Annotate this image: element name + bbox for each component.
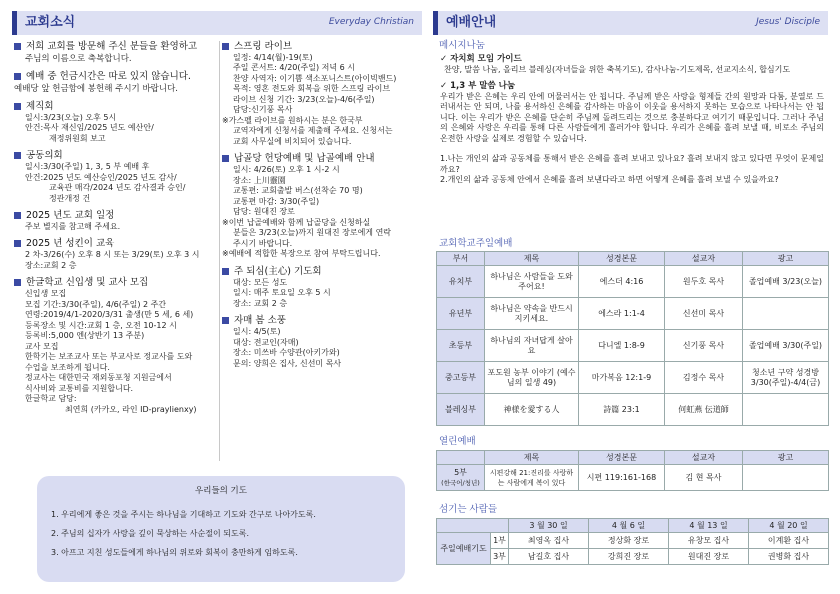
dept-cell: 유치부 — [437, 266, 485, 298]
title-cell: 하나님의 자녀답게 살아요 — [485, 330, 579, 362]
ossuary-item — [222, 153, 420, 259]
message-question-1: 1.나는 개인의 삶과 공동체를 통해서 받은 은혜를 흘려 보내고 있나요? 흘려 보내지 않고 있다면 무엇이 문제일까요? — [440, 154, 824, 174]
assembly-title: 공동의회 — [26, 150, 63, 162]
name-cell: 원대진 장로 — [669, 549, 749, 565]
ossuary-line: 교통편: 교회출발 버스(선착순 70 명) — [233, 186, 363, 196]
name-cell: 유창모 집사 — [669, 533, 749, 549]
notice-cell: 졸업예배 3/30(주일) — [743, 330, 829, 362]
message-item2-text: 우리가 받은 은혜는 우리 안에 머물러서는 안 됩니다. 주님께 받은 사랑을 형제들 간의 원망과 다툼, 분열로 드러내서는 안 되며, 나를 용서하신 은혜를 감사하는 마음이 이웃을 용서하지 못하는 모습으로 나타나서는 안 됩니다. 이는 우리가 받은 은혜를 단순히 주님께 돌려드리는 것으로 충분하다고 여기기 때문입니다. 그러나 주님의 은혜와 사랑은 우리를 통해 다른 사람들에게 흘러가야 합니다. 우리가 은혜를 흘려 보낼 때, 비로소 주님의 온전한 사랑을 실제로 경험할 수 있습니다. — [440, 91, 824, 143]
name-cell: 강희진 장로 — [589, 549, 669, 565]
retreat-line: 장소:교회 2 층 — [25, 260, 77, 270]
church-news-subtitle: Everyday Christian — [328, 17, 414, 28]
korean-school-line: 등록비:5,000 엔(상반기 13 주분) — [25, 331, 145, 341]
table-row — [437, 266, 829, 298]
meeting-title: 제직회 — [26, 100, 54, 112]
calendar-title: 2025 년도 교회 일정 — [26, 210, 115, 221]
message-sharing-label: 메시지나눔 — [439, 40, 485, 51]
welcome-title-2: 주님의 이름으로 축복합니다. — [25, 53, 132, 64]
notice-cell: 졸업예배 3/23(오늘) — [743, 266, 829, 298]
table-header: 성경본문 — [579, 252, 665, 266]
sisters-picnic-line: 장소: 미쓰바 수양관(아키가와) — [233, 348, 340, 357]
news-column-1 — [14, 41, 219, 421]
name-cell: 이계환 집사 — [749, 533, 829, 549]
bullet-square-icon — [14, 103, 21, 110]
message-sharing — [440, 54, 824, 186]
offering-item — [14, 71, 219, 95]
bullet-square-icon — [222, 268, 229, 275]
name-cell: 남길호 집사 — [509, 549, 589, 565]
date-header: 4 월 13 일 — [669, 519, 749, 533]
table-header: 설교자 — [665, 252, 743, 266]
dept-cell: 블레싱부 — [437, 394, 485, 426]
assembly-line: 일시:3/30(주일) 1, 3, 5 부 예배 후 — [25, 162, 150, 171]
text-cell: 다니엘 1:8-9 — [579, 330, 665, 362]
table-header: 설교자 — [665, 451, 743, 465]
retreat-line: 2 차-3/26(수) 오후 8 시 또는 3/29(토) 오후 3 시 — [25, 250, 200, 260]
dept-label: 5부 — [454, 467, 467, 477]
title-cell: 神様を愛する人 — [485, 394, 579, 426]
name-cell: 정상화 장로 — [589, 533, 669, 549]
calendar-line: 주보 별지를 참고해 주세요. — [25, 221, 121, 231]
ossuary-line: 담당: 원대진 장로 — [233, 207, 295, 217]
prayer-meeting-title: 주 되심(主心) 기도회 — [234, 265, 322, 277]
meeting-line: 재정위원회 보고 — [49, 133, 106, 143]
ossuary-line: 교통편 마감: 3/30(주일) — [233, 196, 320, 206]
ossuary-note: ※예배에 적합한 복장으로 참여 부탁드립니다. — [222, 249, 381, 259]
bullet-square-icon — [14, 152, 21, 159]
sisters-picnic-line: 문의: 양희은 집사, 신선미 목사 — [233, 358, 342, 368]
korean-school-line: 연령:2019/4/1-2020/3/31 출생(만 5 세, 6 세) — [25, 310, 194, 320]
table-row — [437, 298, 829, 330]
news-column-2 — [222, 41, 420, 375]
retreat-item — [14, 238, 219, 271]
sisters-picnic-item — [222, 315, 420, 369]
bullet-square-icon — [222, 317, 229, 324]
ossuary-title: 납골당 헌당예배 및 납골예배 안내 — [234, 153, 375, 165]
spring-live-item — [222, 41, 420, 147]
spring-live-line: 주일 콘서트: 4/20(주일) 저녁 6 시 — [233, 63, 355, 73]
sunday-school-label: 교회학교주일예배 — [439, 238, 513, 249]
title-cell: 시편강해 21:진리를 사랑하는 사람에게 복이 있다 — [485, 465, 579, 491]
korean-school-title: 한글학교 신입생 및 교사 모집 — [26, 277, 149, 289]
korean-school-line: 한글학교 담당: — [25, 394, 77, 404]
church-news-title: 교회소식 — [25, 14, 76, 30]
preacher-cell: 김 현 목사 — [665, 465, 743, 491]
prayer-meeting-line: 일시: 매주 토요일 오후 5 시 — [233, 288, 331, 298]
text-cell: 에스라 1:1-4 — [579, 298, 665, 330]
open-worship-label: 열린예배 — [439, 436, 476, 447]
table-header — [437, 451, 485, 465]
check-icon: ✓ — [440, 81, 448, 92]
table-header: 광고 — [743, 252, 829, 266]
preacher-cell: 김정수 목사 — [665, 362, 743, 394]
worship-guide-subtitle: Jesus' Disciple — [756, 17, 820, 28]
text-cell: 시편 119:161-168 — [579, 465, 665, 491]
welcome-title: 저희 교회를 방문해 주신 분들을 환영하고 — [26, 41, 198, 52]
title-cell: 포도원 농부 이야기 (예수님의 일생 49) — [485, 362, 579, 394]
korean-school-line: 정교사는 대한민국 재외동포청 지원금에서 — [25, 373, 172, 383]
prayer-meeting-line: 대상: 모든 성도 — [233, 277, 288, 287]
offering-line: 예배당 앞 헌금함에 봉헌해 주시기 바랍니다. — [14, 83, 179, 94]
spring-live-line: 라이브 신청 기간: 3/23(오늘)-4/6(주일) — [233, 94, 375, 104]
assembly-item — [14, 150, 219, 204]
role-cell: 주일예배기도 — [437, 533, 491, 565]
servers-label: 섬기는 사람들 — [439, 504, 498, 515]
ossuary-line: 장소: 上川靈園 — [233, 175, 286, 185]
our-prayer-line: 3. 아프고 지친 성도들에게 하나님의 위로와 회복이 충만하게 임하도록. — [51, 547, 298, 557]
dept-cell: 중고등부 — [437, 362, 485, 394]
table-header — [437, 519, 509, 533]
title-cell: 하나님은 약속을 반드시 지키세요. — [485, 298, 579, 330]
meeting-line: 일시:3/23(오늘) 오후 5시 — [25, 112, 117, 122]
spring-live-line: 찬양 사역자: 이기쁨 색소포니스트(아이빅밴드) — [233, 73, 397, 83]
sisters-picnic-title: 자매 봄 소풍 — [234, 315, 286, 327]
dept-cell: 초등부 — [437, 330, 485, 362]
date-header: 4 월 6 일 — [589, 519, 669, 533]
preacher-cell: 원두호 목사 — [665, 266, 743, 298]
our-prayer-box — [37, 476, 405, 582]
table-row — [437, 465, 829, 491]
korean-school-line: 교사 모집 — [25, 341, 59, 351]
check-icon: ✓ — [440, 54, 448, 64]
korean-school-line: 신입생 모집 — [25, 289, 67, 299]
table-header: 광고 — [743, 451, 829, 465]
part-cell: 1부 — [491, 533, 509, 549]
preacher-cell: 何虹燕 伝道師 — [665, 394, 743, 426]
assembly-line: 정관개정 건 — [49, 193, 91, 203]
bullet-square-icon — [222, 43, 229, 50]
korean-school-line: 식사비와 교통비를 지원합니다. — [25, 383, 134, 393]
sunday-school-table — [436, 251, 829, 426]
our-prayer-line: 2. 주님의 십자가 사랑을 깊이 묵상하는 사순절이 되도록. — [51, 528, 249, 538]
calendar-item — [14, 210, 219, 232]
spring-live-line: 일정: 4/14(월)-19(토) — [233, 52, 313, 62]
notice-cell — [743, 394, 829, 426]
table-header: 부서 — [437, 252, 485, 266]
message-item1-title: 자치회 모임 가이드 — [450, 54, 522, 64]
korean-school-contact: 최연희 (카카오, 라인 ID-praylienxy) — [65, 404, 197, 414]
notice-cell: 청소년 구약 성경방 3/30(주일)-4/4(금) — [743, 362, 829, 394]
notice-cell — [743, 465, 829, 491]
column-divider — [219, 41, 220, 461]
church-news-header — [12, 11, 422, 35]
part-cell: 3부 — [491, 549, 509, 565]
preacher-cell: 신선미 목사 — [665, 298, 743, 330]
table-row — [437, 394, 829, 426]
prayer-meeting-line: 장소: 교회 2 층 — [233, 298, 288, 308]
bullet-square-icon — [222, 155, 229, 162]
bullet-square-icon — [14, 73, 21, 80]
our-prayer-line: 1. 우리에게 좋은 것을 주시는 하나님을 기대하고 기도와 간구로 나아가도록. — [51, 509, 316, 519]
table-row — [437, 533, 829, 549]
message-question-2: 2.개인의 삶과 공동체 안에서 은혜를 흘려 보낸다라고 하면 어떻게 은혜를 흘려 보낼 수 있을까요? — [440, 175, 779, 185]
korean-school-line: 등록장소 및 시간:교회 1 층, 오전 10-12 시 — [25, 320, 177, 330]
spring-live-line: 담당:신기풍 목사 — [233, 105, 293, 115]
dept-cell — [437, 465, 485, 491]
offering-title: 예배 중 헌금시간은 따로 있지 않습니다. — [26, 70, 191, 82]
bullet-square-icon — [14, 212, 21, 219]
notice-cell — [743, 298, 829, 330]
message-item1-text: 찬양, 말씀 나눔, 올리브 블레싱(자녀들을 위한 축복기도), 감사나눔-기도제목, 선교지소식, 합심기도 — [444, 64, 791, 74]
assembly-line: 교육관 매각/2024 년도 감사결과 승인/ — [49, 183, 186, 192]
text-cell: 마가복음 12:1-9 — [579, 362, 665, 394]
assembly-line: 안건:2025 년도 예산승인/2025 년도 감사/ — [25, 172, 177, 182]
ossuary-note: ※이번 납골예배와 함께 납골당을 신청하실 — [222, 217, 371, 227]
dept-sub-label: (한국어/청년) — [441, 478, 480, 487]
dept-cell: 유년부 — [437, 298, 485, 330]
bullet-square-icon — [14, 43, 21, 50]
date-header: 3 월 30 일 — [509, 519, 589, 533]
spring-live-note: ※가스펠 라이브를 원하시는 분은 한국부 — [222, 115, 363, 125]
name-cell: 권병화 집사 — [749, 549, 829, 565]
meeting-line: 안건:목사 재신임/2025 년도 예산안/ — [25, 123, 154, 133]
table-row — [437, 362, 829, 394]
retreat-title: 2025 년 성킨이 교육 — [26, 238, 115, 250]
name-cell: 최영옥 집사 — [509, 533, 589, 549]
spring-live-line: 목적: 영혼 전도와 회복을 위한 스프링 라이브 — [233, 84, 391, 94]
worship-guide-header — [433, 11, 828, 35]
table-row — [437, 549, 829, 565]
korean-school-line: 모집 기간:3/30(주일), 4/6(주일) 2 주간 — [25, 299, 167, 309]
welcome-item — [14, 41, 219, 65]
table-header: 제목 — [485, 451, 579, 465]
table-header: 성경본문 — [579, 451, 665, 465]
meeting-item — [14, 101, 219, 144]
table-header: 제목 — [485, 252, 579, 266]
worship-guide-title: 예배안내 — [446, 14, 497, 30]
ossuary-line: 일시: 4/26(토) 오후 1 시-2 시 — [233, 165, 340, 175]
preacher-cell: 신기풍 목사 — [665, 330, 743, 362]
spring-live-note: 교역자에게 신청서를 제출해 주세요. 신청서는 — [233, 126, 393, 136]
servers-table — [436, 518, 829, 565]
table-row — [437, 330, 829, 362]
bullet-square-icon — [14, 240, 21, 247]
bullet-square-icon — [14, 279, 21, 286]
our-prayer-title: 우리들의 기도 — [195, 486, 247, 496]
korean-school-item — [14, 277, 219, 415]
sisters-picnic-line: 일시: 4/5(토) — [233, 327, 281, 336]
date-header: 4 월 20 일 — [749, 519, 829, 533]
text-cell: 에스더 4:16 — [579, 266, 665, 298]
open-worship-table — [436, 450, 829, 491]
ossuary-note: 주시기 바랍니다. — [233, 238, 293, 248]
message-item2-title: 1,3 부 말씀 나눔 — [450, 81, 516, 92]
sisters-picnic-line: 대상: 전교인(자매) — [233, 337, 299, 347]
text-cell: 詩篇 23:1 — [579, 394, 665, 426]
spring-live-title: 스프링 라이브 — [234, 41, 293, 52]
prayer-meeting-item — [222, 266, 420, 309]
ossuary-note: 분들은 3/23(오늘)까지 원대진 장로에게 연락 — [233, 228, 392, 238]
title-cell: 하나님은 사람들을 도와주어요! — [485, 266, 579, 298]
korean-school-line: 수업을 보조하게 됩니다. — [25, 362, 110, 372]
korean-school-line: 한학기는 보조교사 또는 부교사로 정교사를 도와 — [25, 352, 193, 362]
spring-live-note: 교회 사무실에 비치되어 있습니다. — [233, 136, 352, 146]
